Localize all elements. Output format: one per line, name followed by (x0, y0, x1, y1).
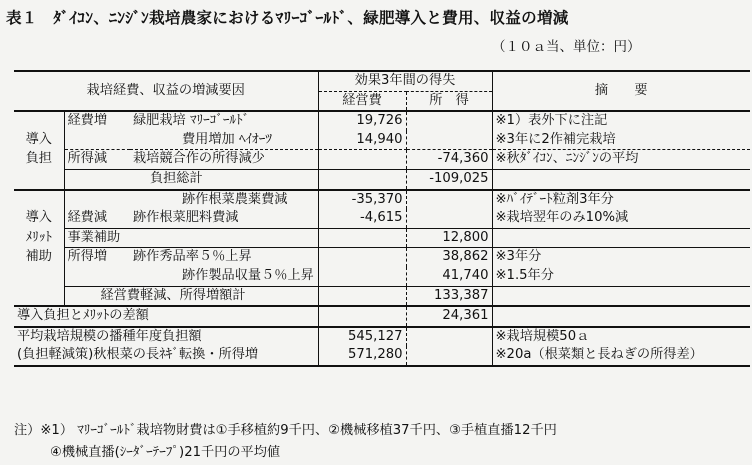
row-note: ※栽培翌年のみ10%減 (495, 210, 629, 226)
row-note (492, 286, 750, 306)
header-factor: 栽培経費、収益の増減要因 (14, 71, 318, 111)
row-item: 費用増加 ﾍｲｵｰﾂ (130, 131, 318, 150)
row-income (406, 190, 492, 210)
group-label: 導入 (14, 131, 64, 150)
group-label: 導入 (14, 209, 64, 228)
row-cost (318, 228, 406, 248)
row-income (406, 209, 492, 228)
extra-row (14, 327, 750, 347)
table-row (14, 286, 750, 306)
table-row (14, 267, 750, 286)
row-income: 41,740 (406, 267, 492, 286)
row-note: ※3年に2作補完栽培 (492, 131, 750, 150)
extra-label: 平均栽培規模の播種年度負担額 (14, 327, 318, 347)
row-cost (318, 150, 406, 170)
row-note: ※ﾊﾞｲﾃﾞｰﾄ粒剤3年分 (492, 190, 750, 210)
extra-note: ※20a（根菜類と長ねぎの所得差） (492, 346, 750, 366)
row-item: 負担総計 (130, 169, 318, 189)
row-sub (64, 131, 130, 150)
header-income: 所 得 (406, 91, 492, 111)
footnote-line: ④機械直播(ｼｰﾀﾞｰﾃｰﾌﾟ)21千円の平均値 (50, 445, 281, 460)
row-cost (318, 286, 406, 306)
header-row (14, 71, 750, 91)
row-cost: 14,940 (318, 131, 406, 150)
extra-cost: 571,280 (318, 346, 406, 366)
page-title: 表１ ﾀﾞｲｺﾝ、ﾆﾝｼﾞﾝ栽培農家におけるﾏﾘｰｺﾞｰﾙﾄﾞ、緑肥導入と費用、収益の増減 (6, 9, 569, 27)
group-label: 補助 (14, 248, 64, 267)
row-item: 栽培競合作の所得減少 (130, 150, 318, 170)
row-cost: -35,370 (318, 190, 406, 210)
row-cost: -4,615 (318, 209, 406, 228)
row-item: 緑肥栽培 ﾏﾘｰｺﾞｰﾙﾄﾞ (130, 111, 318, 131)
row-sub: 経費減 (67, 210, 108, 226)
row-note (492, 169, 750, 189)
row-sub: 事業補助 (64, 228, 318, 248)
table-row (14, 248, 750, 267)
extra-note: ※栽培規模50ａ (492, 327, 750, 347)
row-note: ※3年分 (492, 248, 750, 267)
header-effect: 効果3年間の得失 (318, 71, 492, 91)
row-item: 跡作秀品率５％上昇 (130, 248, 318, 267)
diff-label: 導入負担とﾒﾘｯﾄの差額 (14, 306, 318, 327)
row-income: -74,360 (406, 150, 492, 170)
row-income: 38,862 (406, 248, 492, 267)
footnotes (14, 420, 557, 464)
diff-income: 24,361 (406, 306, 492, 327)
table-row (14, 190, 750, 210)
row-note: ※1.5年分 (495, 267, 554, 283)
table-row (14, 131, 750, 150)
extra-row (14, 346, 750, 366)
row-note (492, 228, 750, 248)
group-label: 負担 (14, 150, 64, 170)
row-cost (318, 248, 406, 267)
row-sub: 所得減 (67, 151, 108, 167)
row-cost: 19,726 (318, 111, 406, 131)
table-row (14, 169, 750, 189)
table-row (14, 111, 750, 131)
row-income: 133,387 (406, 286, 492, 306)
row-note: ※秋ﾀﾞｲｺﾝ、ﾆﾝｼﾞﾝの平均 (495, 151, 639, 167)
extra-label: (負担軽減策)秋根菜の長ﾈｷﾞ転換・所得増 (14, 346, 318, 366)
table-row (14, 228, 750, 248)
header-summary: 摘 要 (492, 71, 750, 111)
unit-label: （１０ａ当、単位：円） (492, 39, 641, 55)
row-item: 跡作根菜肥料費減 (130, 209, 318, 228)
row-sub: 所得増 (64, 248, 130, 267)
row-sub: 経費増 (64, 111, 130, 131)
row-income (406, 131, 492, 150)
extra-cost: 545,127 (318, 327, 406, 347)
row-item: 跡作根菜農薬費減 (130, 190, 318, 210)
cost-income-table (14, 70, 750, 367)
table-row (14, 209, 750, 228)
footnote-line: 注）※1） ﾏﾘｰｺﾞｰﾙﾄﾞ栽培物財費は①手移植約9千円、②機械移植37千円、③手植直播12千円 (14, 423, 557, 438)
row-cost (318, 169, 406, 189)
table-row (14, 150, 750, 170)
row-cost (318, 267, 406, 286)
row-item: 跡作製品収量５％上昇 (130, 267, 318, 286)
row-item: 経営費軽減、所得増額計 (64, 286, 318, 306)
row-income (406, 111, 492, 131)
group-label: ﾒﾘｯﾄ (14, 228, 64, 248)
row-income: -109,025 (406, 169, 492, 189)
row-income: 12,800 (406, 228, 492, 248)
diff-row (14, 306, 750, 327)
header-cost: 経営費 (318, 91, 406, 111)
row-note: ※1）表外下に注記 (492, 111, 750, 131)
